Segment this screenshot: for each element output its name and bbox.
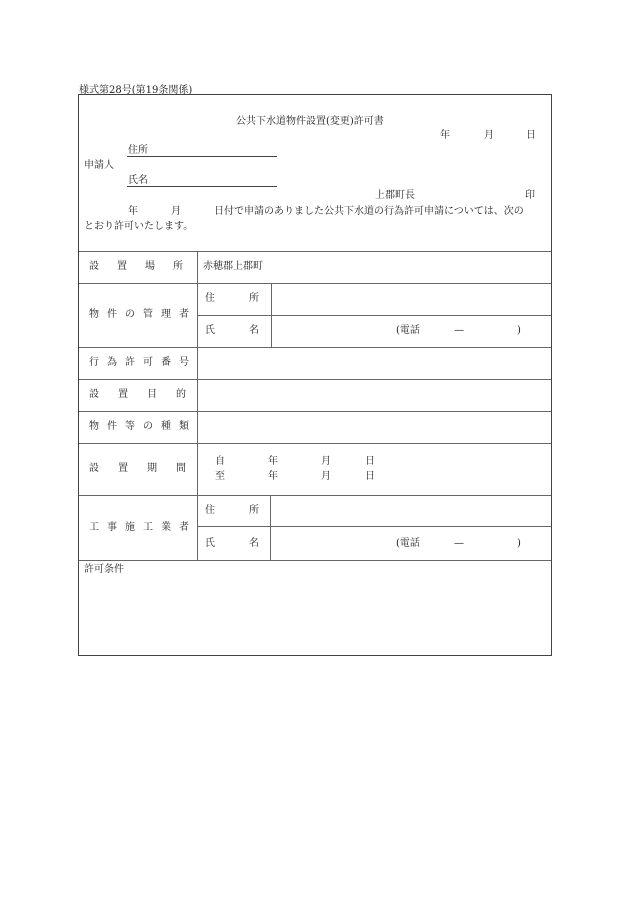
applicant-name-line xyxy=(127,186,277,187)
period-to-label: 至 xyxy=(215,471,225,482)
body-year-label: 年 xyxy=(128,206,138,217)
body-text-line1: 日付で申請のありました公共下水道の行為許可申請については、次の xyxy=(214,206,524,217)
period-from-day: 日 xyxy=(365,456,375,467)
applicant-address-line xyxy=(127,156,277,157)
body-text-line2: とおり許可いたします。 xyxy=(84,221,194,232)
document-title: 公共下水道物件設置(変更)許可書 xyxy=(236,116,384,127)
row-divider xyxy=(79,251,551,252)
permit-number-label: 行為許可番号 xyxy=(89,357,197,368)
row-divider xyxy=(197,526,551,527)
row-divider xyxy=(79,379,551,380)
row-divider xyxy=(79,283,551,284)
issuer-seal: 印 xyxy=(525,190,535,201)
manager-phone-close: ) xyxy=(517,325,521,336)
contractor-address-label: 住所 xyxy=(205,505,293,516)
period-from-month: 月 xyxy=(321,456,331,467)
applicant-address-label: 住所 xyxy=(128,145,148,156)
manager-phone-dash: — xyxy=(454,325,464,336)
row-divider xyxy=(197,315,551,316)
row-divider xyxy=(79,560,551,561)
contractor-name-label: 氏名 xyxy=(205,538,293,549)
row-divider xyxy=(79,495,551,496)
location-label: 設置場所 xyxy=(89,261,201,272)
form-frame xyxy=(78,94,552,656)
purpose-label: 設置目的 xyxy=(89,389,205,400)
date-day-label: 日 xyxy=(526,130,536,141)
period-to-day: 日 xyxy=(365,471,375,482)
date-year-label: 年 xyxy=(440,130,450,141)
location-value: 赤穂郡上郡町 xyxy=(203,261,263,272)
contractor-phone-label: (電話 xyxy=(396,538,420,549)
period-from-label: 自 xyxy=(215,456,225,467)
manager-phone-label: (電話 xyxy=(396,325,420,336)
period-label: 設置期間 xyxy=(89,463,205,474)
contractor-label: 工事施工業者 xyxy=(89,522,197,533)
manager-name-label: 氏名 xyxy=(205,325,293,336)
period-to-month: 月 xyxy=(321,471,331,482)
column-divider xyxy=(197,251,198,560)
row-divider xyxy=(79,347,551,348)
form-number: 様式第28号(第19条関係) xyxy=(79,85,193,96)
row-divider xyxy=(79,443,551,444)
contractor-phone-dash: — xyxy=(454,538,464,549)
manager-address-label: 住所 xyxy=(205,293,293,304)
issuer-name: 上郡町長 xyxy=(375,190,415,201)
period-from-year: 年 xyxy=(268,456,278,467)
body-month-label: 月 xyxy=(171,206,181,217)
period-to-year: 年 xyxy=(268,471,278,482)
applicant-name-label: 氏名 xyxy=(128,175,148,186)
contractor-phone-close: ) xyxy=(517,538,521,549)
applicant-label: 申請人 xyxy=(84,160,114,171)
conditions-label: 許可条件 xyxy=(84,564,124,575)
date-month-label: 月 xyxy=(484,130,494,141)
kind-label: 物件等の種類 xyxy=(89,421,197,432)
manager-label: 物件の管理者 xyxy=(89,309,197,320)
row-divider xyxy=(79,411,551,412)
